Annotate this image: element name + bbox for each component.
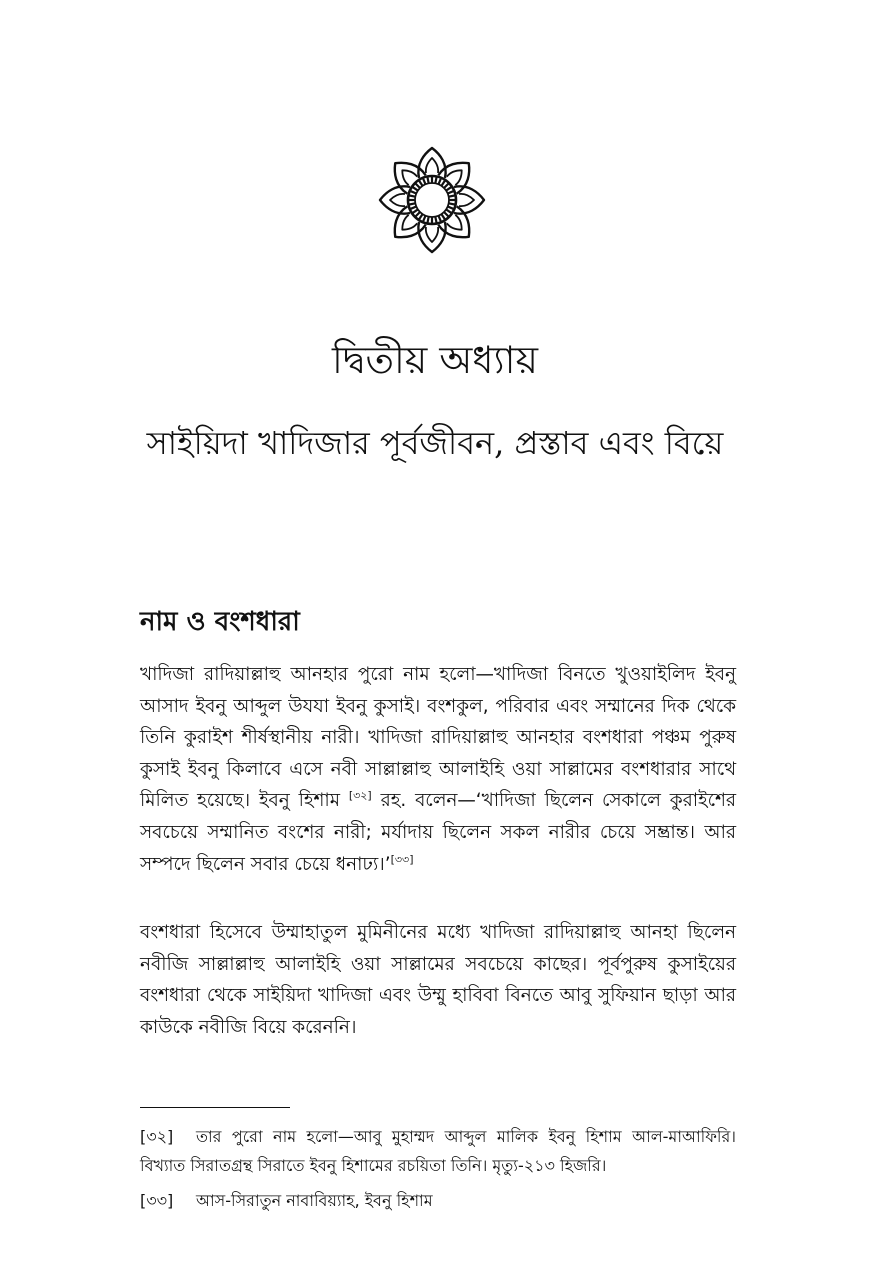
- floral-mandala-icon: [377, 146, 487, 254]
- footnote-reference-33[interactable]: [৩৩]: [390, 852, 414, 866]
- paragraph-text: খাদিজা রাদিয়াল্লাহু আনহার পুরো নাম হলো—খাদিজা বিনতে খুওয়াইলিদ ইবনু আসাদ ইবনু আব্দুল উযযা ইবনু কুসাই। বংশকুল, পরিবার এবং সম্মানের দিক থেকে তিনি কুরাইশ শীর্ষস্থানীয় নারী। খাদিজা রাদিয়াল্লাহু আনহার বংশধারা পঞ্চম পুরুষ কুসাই ইবনু কিলাবে এসে নবী সাল্লাল্লাহু আলাইহি ওয়া সাল্লামের বংশধারার সাথে মিলিত হয়েছে। ইবনু হিশাম: [140, 664, 736, 812]
- section-heading: নাম ও বংশধারা: [140, 607, 300, 637]
- footnote-32: [140, 1122, 736, 1180]
- footnote-divider: [140, 1107, 290, 1108]
- paragraph-text: বংশধারা হিসেবে উম্মাহাতুল মুমিনীনের মধ্যে খাদিজা রাদিয়াল্লাহু আনহা ছিলেন নবীজি সাল্লাল্লাহু আলাইহি ওয়া সাল্লামের সবচেয়ে কাছের। পূর্বপুরুষ কুসাইয়ের বংশধারা থেকে সাইয়িদা খাদিজা এবং উম্মু হাবিবা বিনতে আবু সুফিয়ান ছাড়া আর কাউকে নবীজি বিয়ে করেননি।: [140, 922, 736, 1038]
- footnote-reference-32[interactable]: [৩২]: [348, 789, 372, 803]
- footnotes: [140, 1122, 736, 1221]
- footnote-text: আস-সিরাতুন নাবাবিয়্যাহ, ইবনু হিশাম: [196, 1191, 433, 1210]
- footnote-marker: [৩২]: [140, 1127, 174, 1146]
- footnote-marker: [৩৩]: [140, 1191, 174, 1210]
- chapter-title: সাইয়িদা খাদিজার পূর্বজীবন, প্রস্তাব এবং বিয়ে: [146, 424, 724, 462]
- footnote-33: [140, 1186, 736, 1215]
- footnote-text: তার পুরো নাম হলো—আবু মুহাম্মদ আব্দুল মালিক ইবনু হিশাম আল-মাআফিরি। বিখ্যাত সিরাতগ্রন্থ সিরাতে ইবনু হিশামের রচয়িতা তিনি। মৃত্যু-২১৩ হিজরি।: [140, 1127, 736, 1175]
- chapter-number: দ্বিতীয় অধ্যায়: [332, 338, 538, 382]
- body-paragraph-1: [140, 659, 736, 880]
- body-paragraph-2: [140, 917, 736, 1043]
- paragraph-text: রহ. বলেন—‘খাদিজা ছিলেন সেকালে কুরাইশের সবচেয়ে সম্মানিত বংশের নারী; মর্যাদায় ছিলেন সকল নারীর চেয়ে সম্ভ্রান্ত। আর সম্পদে ছিলেন সবার চেয়ে ধনাঢ্য।’: [140, 790, 736, 875]
